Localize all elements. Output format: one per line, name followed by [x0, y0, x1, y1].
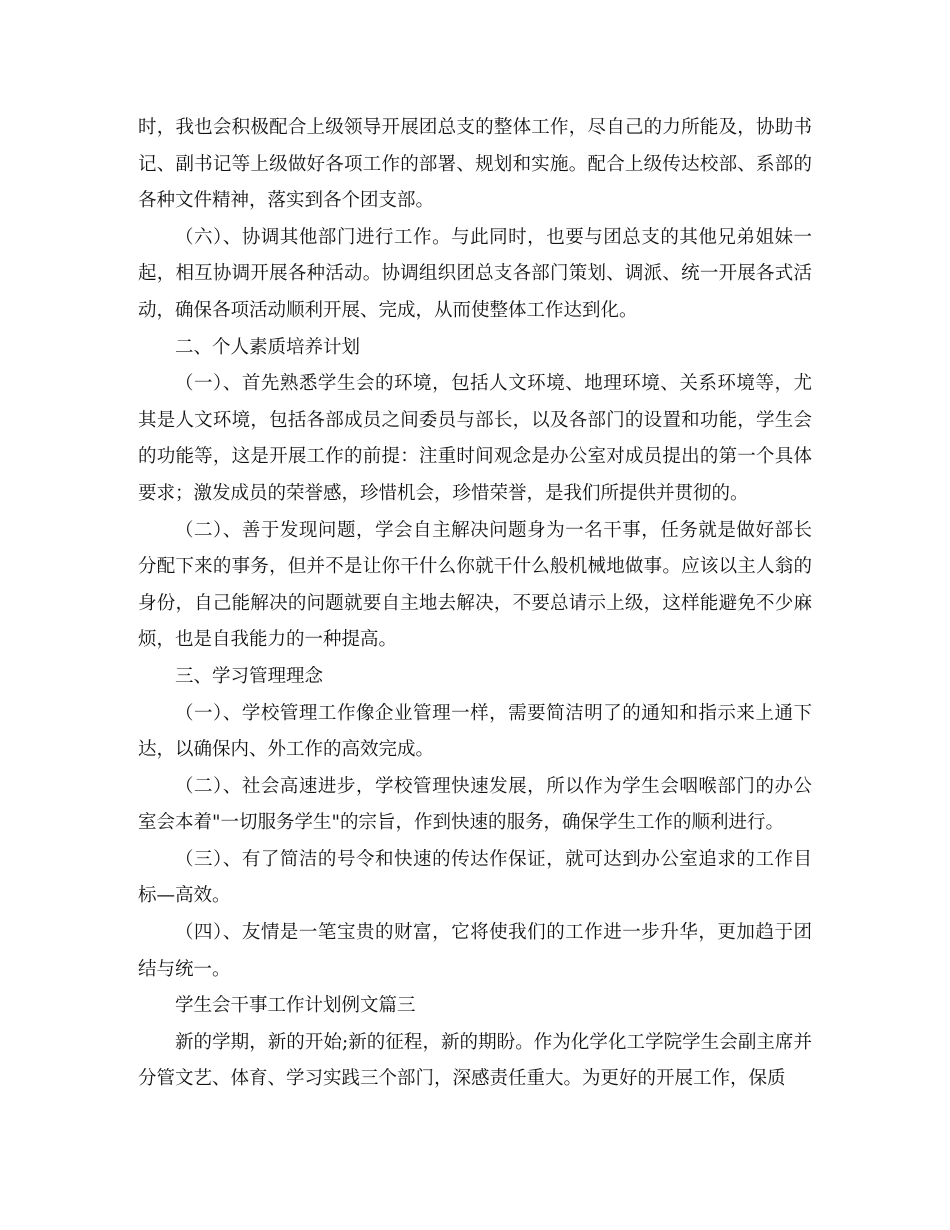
- paragraph-management-four: （四）、友情是一笔宝贵的财富，它将使我们的工作进一步升华，更加趋于团结与统一。: [138, 922, 812, 980]
- paragraph-management-three: （三）、有了简洁的号令和快速的传达作保证，就可达到办公室追求的工作目标—高效。: [138, 848, 812, 907]
- paragraph-item-two: （二）、善于发现问题，学会自主解决问题身为一名干事，任务就是做好部长分配下来的事务，但并不是让你干什么你就干什么般机械地做事。应该以主人翁的身份，自己能解决的问题就要自主地去解决，不要总请示上级，这样能避免不少麻烦，也是自我能力的一种提高。: [138, 519, 812, 651]
- paragraph-item-six: （六）、协调其他部门进行工作。与此同时，也要与团总支的其他兄弟姐妹一起，相互协调开展各种活动。协调组织团总支各部门策划、调派、统一开展各式活动，确保各项活动顺利开展、完成，从而使整体工作达到化。: [138, 226, 812, 321]
- paragraph-new-semester: 新的学期，新的开始;新的征程，新的期盼。作为化学化工学院学生会副主席并分管文艺、体育、学习实践三个部门，深感责任重大。为更好的开展工作，保质: [138, 1031, 812, 1090]
- paragraph-management-one: （一）、学校管理工作像企业管理一样，需要简洁明了的通知和指示来上通下达，以确保内、外工作的高效完成。: [138, 702, 812, 761]
- paragraph-management-two: （二）、社会高速进步，学校管理快速发展，所以作为学生会咽喉部门的办公室会本着"一切服务学生"的宗旨，作到快速的服务，确保学生工作的顺利进行。: [138, 775, 812, 834]
- paragraph-continuation: 时，我也会积极配合上级领导开展团总支的整体工作，尽自己的力所能及，协助书记、副书记等上级做好各项工作的部署、规划和实施。配合上级传达校部、系部的各种文件精神，落实到各个团支部。: [138, 117, 812, 212]
- article-title-part-three: 学生会干事工作计划例文篇三: [175, 995, 416, 1017]
- section-heading-personal-quality: 二、个人素质培养计划: [175, 336, 361, 358]
- section-heading-management: 三、学习管理理念: [175, 665, 324, 687]
- paragraph-item-one: （一）、首先熟悉学生会的环境，包括人文环境、地理环境、关系环境等，尤其是人文环境，包括各部成员之间委员与部长，以及各部门的设置和功能，学生会的功能等，这是开展工作的前提：注重时间观念是办公室对成员提出的第一个具体要求；激发成员的荣誉感，珍惜机会，珍惜荣誉，是我们所提供并贯彻的。: [138, 373, 812, 504]
- document-body: [138, 110, 812, 1098]
